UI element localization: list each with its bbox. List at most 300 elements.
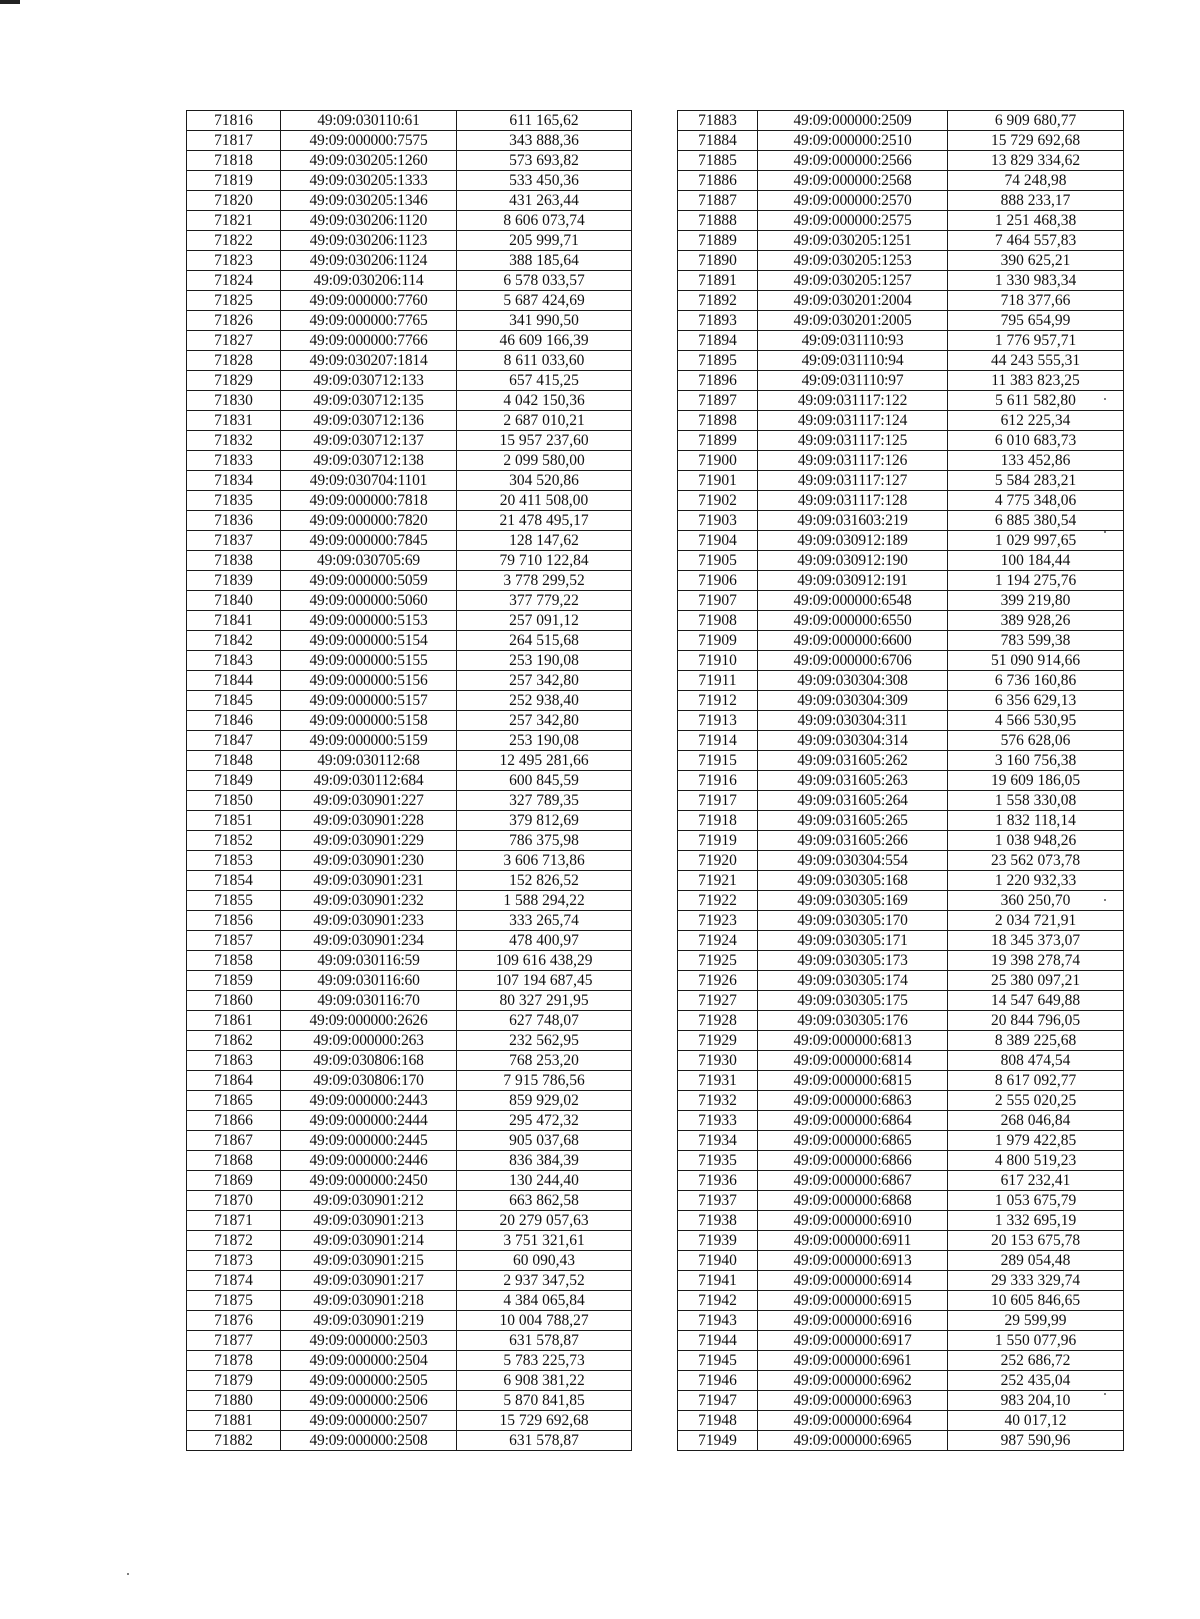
table-row xyxy=(678,191,1124,211)
table-row xyxy=(187,1231,632,1251)
cadastral-number: 49:09:031605:265 xyxy=(758,811,948,831)
cadastral-value: 10 004 788,27 xyxy=(457,1311,632,1331)
table-row xyxy=(187,291,632,311)
cadastral-number: 49:09:031117:126 xyxy=(758,451,948,471)
row-number: 71832 xyxy=(187,431,281,451)
row-number: 71845 xyxy=(187,691,281,711)
table-row xyxy=(187,731,632,751)
table-row xyxy=(187,511,632,531)
cadastral-number: 49:09:000000:6962 xyxy=(758,1371,948,1391)
scan-speck xyxy=(1104,398,1106,400)
table-row xyxy=(187,1051,632,1071)
table-row xyxy=(678,131,1124,151)
cadastral-value: 19 398 278,74 xyxy=(948,951,1124,971)
cadastral-number: 49:09:030305:168 xyxy=(758,871,948,891)
row-number: 71890 xyxy=(678,251,758,271)
row-number: 71925 xyxy=(678,951,758,971)
cadastral-value: 264 515,68 xyxy=(457,631,632,651)
table-row xyxy=(187,1351,632,1371)
row-number: 71938 xyxy=(678,1211,758,1231)
cadastral-number: 49:09:030901:214 xyxy=(281,1231,457,1251)
cadastral-number: 49:09:000000:6961 xyxy=(758,1351,948,1371)
table-row xyxy=(678,1191,1124,1211)
cadastral-number: 49:09:030116:60 xyxy=(281,971,457,991)
row-number: 71917 xyxy=(678,791,758,811)
row-number: 71856 xyxy=(187,911,281,931)
cadastral-number: 49:09:030901:229 xyxy=(281,831,457,851)
cadastral-value: 1 053 675,79 xyxy=(948,1191,1124,1211)
cadastral-number: 49:09:000000:6814 xyxy=(758,1051,948,1071)
table-row xyxy=(187,711,632,731)
row-number: 71858 xyxy=(187,951,281,971)
cadastral-value: 2 099 580,00 xyxy=(457,451,632,471)
cadastral-value: 74 248,98 xyxy=(948,171,1124,191)
table-row xyxy=(678,1111,1124,1131)
row-number: 71916 xyxy=(678,771,758,791)
table-row xyxy=(187,1391,632,1411)
cadastral-number: 49:09:031117:125 xyxy=(758,431,948,451)
row-number: 71879 xyxy=(187,1371,281,1391)
row-number: 71864 xyxy=(187,1071,281,1091)
cadastral-value: 431 263,44 xyxy=(457,191,632,211)
cadastral-value: 617 232,41 xyxy=(948,1171,1124,1191)
cadastral-value: 3 778 299,52 xyxy=(457,571,632,591)
row-number: 71921 xyxy=(678,871,758,891)
cadastral-number: 49:09:000000:5154 xyxy=(281,631,457,651)
row-number: 71936 xyxy=(678,1171,758,1191)
row-number: 71931 xyxy=(678,1071,758,1091)
row-number: 71841 xyxy=(187,611,281,631)
table-row xyxy=(187,231,632,251)
cadastral-value: 2 687 010,21 xyxy=(457,411,632,431)
table-row xyxy=(187,931,632,951)
cadastral-table-left xyxy=(186,110,632,1451)
cadastral-value: 252 435,04 xyxy=(948,1371,1124,1391)
cadastral-number: 49:09:031117:122 xyxy=(758,391,948,411)
cadastral-number: 49:09:031605:263 xyxy=(758,771,948,791)
cadastral-number: 49:09:030205:1333 xyxy=(281,171,457,191)
table-row xyxy=(678,1011,1124,1031)
cadastral-value: 19 609 186,05 xyxy=(948,771,1124,791)
row-number: 71870 xyxy=(187,1191,281,1211)
cadastral-number: 49:09:000000:5157 xyxy=(281,691,457,711)
cadastral-number: 49:09:000000:6550 xyxy=(758,611,948,631)
cadastral-number: 49:09:000000:6865 xyxy=(758,1131,948,1151)
cadastral-value: 6 908 381,22 xyxy=(457,1371,632,1391)
row-number: 71838 xyxy=(187,551,281,571)
table-row xyxy=(678,1131,1124,1151)
row-number: 71863 xyxy=(187,1051,281,1071)
table-row xyxy=(187,911,632,931)
row-number: 71865 xyxy=(187,1091,281,1111)
row-number: 71824 xyxy=(187,271,281,291)
cadastral-number: 49:09:000000:6917 xyxy=(758,1331,948,1351)
table-row xyxy=(187,1191,632,1211)
row-number: 71851 xyxy=(187,811,281,831)
table-row xyxy=(678,151,1124,171)
cadastral-value: 1 029 997,65 xyxy=(948,531,1124,551)
scan-edge-mark xyxy=(0,0,20,4)
cadastral-number: 49:09:030304:308 xyxy=(758,671,948,691)
cadastral-number: 49:09:000000:6706 xyxy=(758,651,948,671)
row-number: 71923 xyxy=(678,911,758,931)
cadastral-number: 49:09:031110:97 xyxy=(758,371,948,391)
cadastral-number: 49:09:031603:219 xyxy=(758,511,948,531)
row-number: 71874 xyxy=(187,1271,281,1291)
cadastral-value: 6 885 380,54 xyxy=(948,511,1124,531)
cadastral-number: 49:09:030201:2004 xyxy=(758,291,948,311)
cadastral-number: 49:09:000000:6866 xyxy=(758,1151,948,1171)
cadastral-value: 718 377,66 xyxy=(948,291,1124,311)
cadastral-number: 49:09:030304:309 xyxy=(758,691,948,711)
row-number: 71901 xyxy=(678,471,758,491)
cadastral-value: 5 870 841,85 xyxy=(457,1391,632,1411)
cadastral-value: 3 751 321,61 xyxy=(457,1231,632,1251)
cadastral-number: 49:09:031605:264 xyxy=(758,791,948,811)
cadastral-number: 49:09:030112:684 xyxy=(281,771,457,791)
cadastral-value: 5 687 424,69 xyxy=(457,291,632,311)
cadastral-number: 49:09:000000:5159 xyxy=(281,731,457,751)
table-row xyxy=(678,1351,1124,1371)
cadastral-number: 49:09:000000:5153 xyxy=(281,611,457,631)
cadastral-number: 49:09:000000:6815 xyxy=(758,1071,948,1091)
row-number: 71911 xyxy=(678,671,758,691)
row-number: 71844 xyxy=(187,671,281,691)
cadastral-number: 49:09:030901:212 xyxy=(281,1191,457,1211)
cadastral-number: 49:09:030304:314 xyxy=(758,731,948,751)
table-row xyxy=(187,1411,632,1431)
cadastral-value: 627 748,07 xyxy=(457,1011,632,1031)
cadastral-value: 888 233,17 xyxy=(948,191,1124,211)
cadastral-number: 49:09:000000:2568 xyxy=(758,171,948,191)
cadastral-number: 49:09:030110:61 xyxy=(281,111,457,131)
table-row xyxy=(678,171,1124,191)
cadastral-value: 15 729 692,68 xyxy=(948,131,1124,151)
table-row xyxy=(678,751,1124,771)
cadastral-number: 49:09:030305:169 xyxy=(758,891,948,911)
row-number: 71920 xyxy=(678,851,758,871)
row-number: 71880 xyxy=(187,1391,281,1411)
cadastral-value: 1 776 957,71 xyxy=(948,331,1124,351)
table-row xyxy=(187,791,632,811)
cadastral-number: 49:09:030912:189 xyxy=(758,531,948,551)
table-row xyxy=(187,491,632,511)
cadastral-value: 51 090 914,66 xyxy=(948,651,1124,671)
table-row xyxy=(187,151,632,171)
cadastral-number: 49:09:030205:1251 xyxy=(758,231,948,251)
row-number: 71910 xyxy=(678,651,758,671)
row-number: 71919 xyxy=(678,831,758,851)
table-row xyxy=(678,451,1124,471)
cadastral-value: 20 279 057,63 xyxy=(457,1211,632,1231)
table-row xyxy=(678,1431,1124,1451)
table-row xyxy=(678,691,1124,711)
cadastral-value: 20 411 508,00 xyxy=(457,491,632,511)
cadastral-number: 49:09:000000:2508 xyxy=(281,1431,457,1451)
cadastral-table-left-body xyxy=(187,111,632,1451)
table-row xyxy=(187,111,632,131)
cadastral-value: 4 384 065,84 xyxy=(457,1291,632,1311)
row-number: 71948 xyxy=(678,1411,758,1431)
cadastral-value: 44 243 555,31 xyxy=(948,351,1124,371)
table-row xyxy=(187,891,632,911)
cadastral-number: 49:09:000000:263 xyxy=(281,1031,457,1051)
row-number: 71877 xyxy=(187,1331,281,1351)
table-row xyxy=(187,871,632,891)
row-number: 71897 xyxy=(678,391,758,411)
cadastral-number: 49:09:000000:2504 xyxy=(281,1351,457,1371)
cadastral-value: 389 928,26 xyxy=(948,611,1124,631)
cadastral-value: 390 625,21 xyxy=(948,251,1124,271)
row-number: 71884 xyxy=(678,131,758,151)
cadastral-number: 49:09:030207:1814 xyxy=(281,351,457,371)
cadastral-value: 657 415,25 xyxy=(457,371,632,391)
row-number: 71843 xyxy=(187,651,281,671)
row-number: 71887 xyxy=(678,191,758,211)
cadastral-number: 49:09:000000:7766 xyxy=(281,331,457,351)
cadastral-value: 257 342,80 xyxy=(457,711,632,731)
table-row xyxy=(187,1271,632,1291)
cadastral-value: 327 789,35 xyxy=(457,791,632,811)
cadastral-number: 49:09:030704:1101 xyxy=(281,471,457,491)
cadastral-value: 360 250,70 xyxy=(948,891,1124,911)
row-number: 71837 xyxy=(187,531,281,551)
cadastral-value: 8 611 033,60 xyxy=(457,351,632,371)
cadastral-value: 2 555 020,25 xyxy=(948,1091,1124,1111)
cadastral-number: 49:09:030116:70 xyxy=(281,991,457,1011)
row-number: 71860 xyxy=(187,991,281,1011)
cadastral-value: 573 693,82 xyxy=(457,151,632,171)
table-row xyxy=(187,251,632,271)
cadastral-value: 1 979 422,85 xyxy=(948,1131,1124,1151)
cadastral-value: 14 547 649,88 xyxy=(948,991,1124,1011)
table-row xyxy=(187,751,632,771)
table-row xyxy=(678,491,1124,511)
cadastral-value: 1 330 983,34 xyxy=(948,271,1124,291)
row-number: 71868 xyxy=(187,1151,281,1171)
cadastral-number: 49:09:030206:114 xyxy=(281,271,457,291)
table-row xyxy=(187,811,632,831)
table-row xyxy=(678,271,1124,291)
cadastral-value: 983 204,10 xyxy=(948,1391,1124,1411)
row-number: 71878 xyxy=(187,1351,281,1371)
row-number: 71940 xyxy=(678,1251,758,1271)
cadastral-value: 786 375,98 xyxy=(457,831,632,851)
row-number: 71875 xyxy=(187,1291,281,1311)
row-number: 71866 xyxy=(187,1111,281,1131)
cadastral-number: 49:09:030712:135 xyxy=(281,391,457,411)
cadastral-value: 18 345 373,07 xyxy=(948,931,1124,951)
table-row xyxy=(678,971,1124,991)
row-number: 71822 xyxy=(187,231,281,251)
cadastral-value: 343 888,36 xyxy=(457,131,632,151)
row-number: 71823 xyxy=(187,251,281,271)
cadastral-value: 20 844 796,05 xyxy=(948,1011,1124,1031)
row-number: 71918 xyxy=(678,811,758,831)
cadastral-number: 49:09:030912:190 xyxy=(758,551,948,571)
table-row xyxy=(187,1151,632,1171)
table-row xyxy=(187,631,632,651)
row-number: 71929 xyxy=(678,1031,758,1051)
table-row xyxy=(187,1011,632,1031)
cadastral-number: 49:09:000000:2570 xyxy=(758,191,948,211)
table-row xyxy=(678,931,1124,951)
table-row xyxy=(678,351,1124,371)
cadastral-value: 1 220 932,33 xyxy=(948,871,1124,891)
cadastral-value: 21 478 495,17 xyxy=(457,511,632,531)
cadastral-number: 49:09:030901:219 xyxy=(281,1311,457,1331)
cadastral-value: 289 054,48 xyxy=(948,1251,1124,1271)
table-row xyxy=(678,291,1124,311)
table-row xyxy=(678,631,1124,651)
table-row xyxy=(678,1371,1124,1391)
cadastral-value: 6 578 033,57 xyxy=(457,271,632,291)
cadastral-number: 49:09:000000:6548 xyxy=(758,591,948,611)
cadastral-value: 10 605 846,65 xyxy=(948,1291,1124,1311)
cadastral-number: 49:09:000000:6600 xyxy=(758,631,948,651)
table-row xyxy=(678,611,1124,631)
cadastral-value: 29 333 329,74 xyxy=(948,1271,1124,1291)
table-row xyxy=(187,1091,632,1111)
cadastral-number: 49:09:030901:230 xyxy=(281,851,457,871)
row-number: 71891 xyxy=(678,271,758,291)
table-row xyxy=(187,311,632,331)
table-row xyxy=(187,951,632,971)
table-row xyxy=(678,1391,1124,1411)
cadastral-number: 49:09:030201:2005 xyxy=(758,311,948,331)
cadastral-value: 205 999,71 xyxy=(457,231,632,251)
row-number: 71855 xyxy=(187,891,281,911)
row-number: 71934 xyxy=(678,1131,758,1151)
cadastral-number: 49:09:030901:231 xyxy=(281,871,457,891)
cadastral-value: 5 611 582,80 xyxy=(948,391,1124,411)
table-row xyxy=(187,1251,632,1271)
cadastral-value: 15 957 237,60 xyxy=(457,431,632,451)
row-number: 71831 xyxy=(187,411,281,431)
table-row xyxy=(187,351,632,371)
cadastral-number: 49:09:030205:1260 xyxy=(281,151,457,171)
row-number: 71857 xyxy=(187,931,281,951)
cadastral-value: 663 862,58 xyxy=(457,1191,632,1211)
cadastral-value: 388 185,64 xyxy=(457,251,632,271)
table-row xyxy=(678,651,1124,671)
table-row xyxy=(678,471,1124,491)
cadastral-number: 49:09:030305:170 xyxy=(758,911,948,931)
table-row xyxy=(187,131,632,151)
table-row xyxy=(187,331,632,351)
cadastral-value: 107 194 687,45 xyxy=(457,971,632,991)
table-row xyxy=(678,831,1124,851)
table-row xyxy=(187,1291,632,1311)
cadastral-number: 49:09:030901:213 xyxy=(281,1211,457,1231)
table-row xyxy=(678,1251,1124,1271)
cadastral-number: 49:09:030305:174 xyxy=(758,971,948,991)
table-row xyxy=(187,591,632,611)
cadastral-value: 7 464 557,83 xyxy=(948,231,1124,251)
table-row xyxy=(678,231,1124,251)
cadastral-value: 8 606 073,74 xyxy=(457,211,632,231)
cadastral-value: 8 617 092,77 xyxy=(948,1071,1124,1091)
cadastral-value: 631 578,87 xyxy=(457,1431,632,1451)
row-number: 71889 xyxy=(678,231,758,251)
cadastral-value: 4 775 348,06 xyxy=(948,491,1124,511)
row-number: 71914 xyxy=(678,731,758,751)
cadastral-value: 905 037,68 xyxy=(457,1131,632,1151)
row-number: 71930 xyxy=(678,1051,758,1071)
row-number: 71819 xyxy=(187,171,281,191)
table-row xyxy=(187,471,632,491)
table-row xyxy=(678,851,1124,871)
row-number: 71943 xyxy=(678,1311,758,1331)
row-number: 71825 xyxy=(187,291,281,311)
cadastral-number: 49:09:030901:227 xyxy=(281,791,457,811)
row-number: 71935 xyxy=(678,1151,758,1171)
row-number: 71886 xyxy=(678,171,758,191)
row-number: 71836 xyxy=(187,511,281,531)
row-number: 71833 xyxy=(187,451,281,471)
row-number: 71829 xyxy=(187,371,281,391)
cadastral-number: 49:09:000000:6910 xyxy=(758,1211,948,1231)
row-number: 71847 xyxy=(187,731,281,751)
row-number: 71869 xyxy=(187,1171,281,1191)
row-number: 71939 xyxy=(678,1231,758,1251)
table-row xyxy=(678,591,1124,611)
cadastral-value: 232 562,95 xyxy=(457,1031,632,1051)
table-row xyxy=(187,1211,632,1231)
cadastral-number: 49:09:030901:234 xyxy=(281,931,457,951)
row-number: 71892 xyxy=(678,291,758,311)
row-number: 71816 xyxy=(187,111,281,131)
cadastral-value: 128 147,62 xyxy=(457,531,632,551)
cadastral-number: 49:09:000000:2444 xyxy=(281,1111,457,1131)
cadastral-value: 4 042 150,36 xyxy=(457,391,632,411)
cadastral-number: 49:09:000000:7575 xyxy=(281,131,457,151)
table-row xyxy=(187,991,632,1011)
cadastral-number: 49:09:000000:2509 xyxy=(758,111,948,131)
table-row xyxy=(187,171,632,191)
cadastral-number: 49:09:030206:1123 xyxy=(281,231,457,251)
table-row xyxy=(187,1371,632,1391)
cadastral-value: 1 038 948,26 xyxy=(948,831,1124,851)
cadastral-number: 49:09:030206:1124 xyxy=(281,251,457,271)
cadastral-value: 109 616 438,29 xyxy=(457,951,632,971)
table-row xyxy=(187,211,632,231)
cadastral-number: 49:09:030205:1253 xyxy=(758,251,948,271)
row-number: 71854 xyxy=(187,871,281,891)
table-row xyxy=(678,891,1124,911)
row-number: 71915 xyxy=(678,751,758,771)
cadastral-value: 3 606 713,86 xyxy=(457,851,632,871)
cadastral-number: 49:09:000000:2626 xyxy=(281,1011,457,1031)
cadastral-value: 836 384,39 xyxy=(457,1151,632,1171)
cadastral-number: 49:09:000000:6963 xyxy=(758,1391,948,1411)
table-row xyxy=(678,871,1124,891)
table-row xyxy=(187,431,632,451)
cadastral-value: 257 091,12 xyxy=(457,611,632,631)
cadastral-number: 49:09:000000:6813 xyxy=(758,1031,948,1051)
row-number: 71899 xyxy=(678,431,758,451)
table-row xyxy=(187,971,632,991)
table-row xyxy=(187,1431,632,1451)
cadastral-number: 49:09:030712:136 xyxy=(281,411,457,431)
table-row xyxy=(678,1331,1124,1351)
table-row xyxy=(678,111,1124,131)
row-number: 71909 xyxy=(678,631,758,651)
row-number: 71817 xyxy=(187,131,281,151)
cadastral-number: 49:09:000000:7818 xyxy=(281,491,457,511)
cadastral-value: 768 253,20 xyxy=(457,1051,632,1071)
cadastral-value: 257 342,80 xyxy=(457,671,632,691)
